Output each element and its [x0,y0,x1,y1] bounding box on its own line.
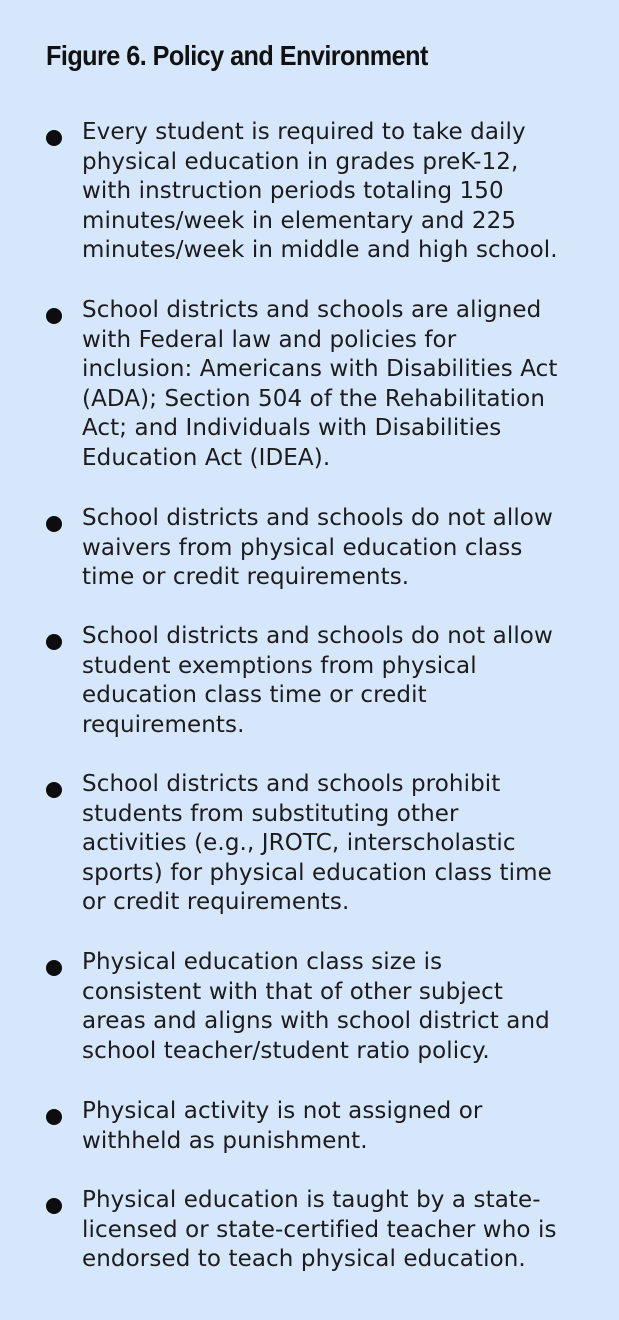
list-item-text [82,770,597,918]
text-line: Physical education is taught by a state- [82,1187,541,1213]
text-line: minutes/week in elementary and 225 [82,207,517,234]
text-line: withheld as punishment. [82,1127,368,1154]
text-line: endorsed to teach physical education. [82,1246,526,1273]
text-line: with instruction periods totaling 150 [82,178,504,205]
text-line: minutes/week in middle and high school. [82,237,558,264]
text-line: School districts and schools prohibit [82,771,501,797]
text-line: areas and aligns with school district and [82,1008,550,1035]
list-item-text [82,1186,597,1275]
list-item-text [82,296,597,474]
text-line: with Federal law and policies for [82,326,457,353]
text-line: student exemptions from physical [82,652,477,679]
bullet-icon [46,130,62,146]
text-line: inclusion: Americans with Disabilities Act [82,356,558,383]
text-line: requirements. [82,711,245,738]
text-line: activities (e.g., JROTC, interscholastic [82,830,516,857]
list-item-text [82,1097,597,1156]
list-item-text [82,118,597,266]
text-line: licensed or state-certified teacher who is [82,1216,557,1243]
text-line: sports) for physical education class time [82,859,552,886]
bullet-icon [46,634,62,650]
text-line: consistent with that of other subject [82,978,503,1005]
list-item-text [82,948,597,1066]
text-line: Physical activity is not assigned or [82,1098,483,1124]
figure-title: Figure 6. Policy and Environment [46,40,428,71]
text-line: education class time or credit [82,682,427,709]
text-line: school teacher/student ratio policy. [82,1037,490,1064]
bullet-icon [46,516,62,532]
text-line: students from substituting other [82,800,459,827]
text-line: Every student is required to take daily [82,119,526,145]
text-line: physical education in grades preK-12, [82,148,519,175]
bullet-icon [46,308,62,324]
list-item-text [82,622,597,740]
text-line: waivers from physical education class [82,534,523,561]
text-line: or credit requirements. [82,889,350,916]
text-line: Act; and Individuals with Disabilities [82,415,502,442]
text-line: School districts and schools are aligned [82,297,542,323]
text-line: (ADA); Section 504 of the Rehabilitation [82,385,546,412]
bullet-icon [46,782,62,798]
text-line: School districts and schools do not allow [82,505,553,531]
text-line: Physical education class size is [82,949,443,975]
bullet-icon [46,1198,62,1214]
text-line: Education Act (IDEA). [82,444,331,471]
text-line: time or credit requirements. [82,564,410,591]
list-item-text [82,504,597,593]
bullet-icon [46,1109,62,1125]
bullet-icon [46,960,62,976]
text-line: School districts and schools do not allow [82,623,553,649]
